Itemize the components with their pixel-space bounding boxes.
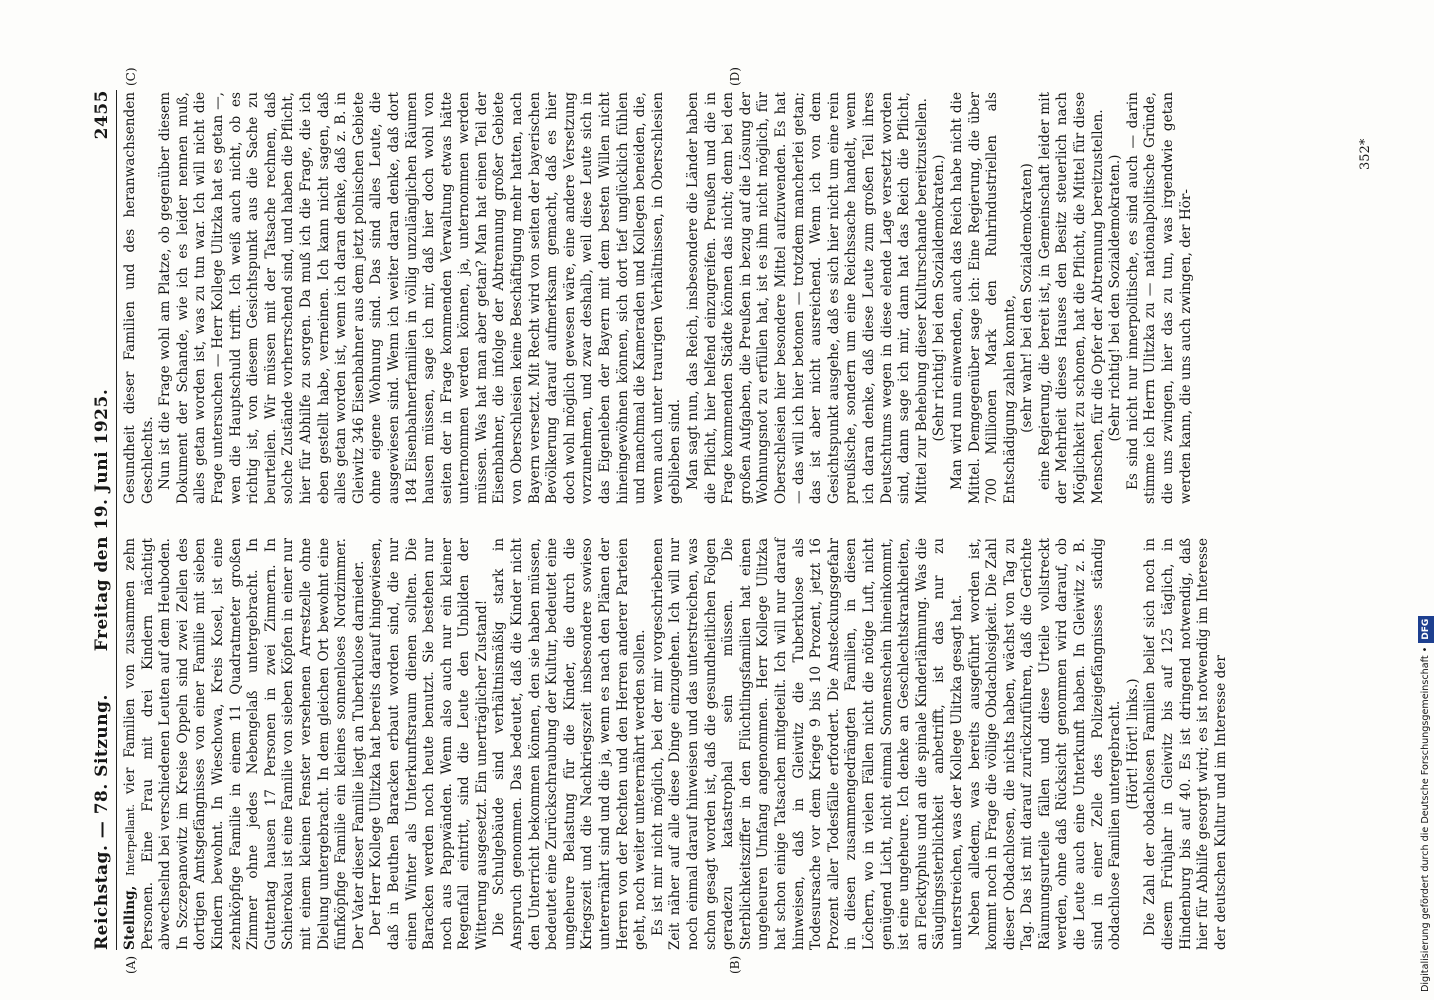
col2-para-6: Es sind nicht nur innerpolitische, es sind auch — darin stimme ich Herrn Ulitzka zu — nationalpolitische Gründe, die uns zwingen, hier das zu tun, was irgendwie getan werden kann, die uns auch zwingen, der Hör- [1124, 92, 1194, 504]
margin-mark-a: (A) [124, 955, 138, 974]
header-date: Freitag den 19. Juni 1925. [92, 388, 112, 652]
col1-para-3: Die Schulgebäude sind verhältnismäßig stark in Anspruch genommen. Das bedeutet, daß die Kinder nicht den Unterricht bekommen können, den sie haben müssen, bedeutet eine Zurückschraubung der Kultur, bedeutet eine ungeheure Belastung für die Kinder, die durch die Kriegszeit und die Nachkriegszeit insbesondere sowieso unterernährt sind und die ja, wenn es nach den Plänen der Herren von der Rechten und den Herren anderer Parteien geht, noch weiter unterernährt werden sollen. [491, 538, 649, 950]
column-right [122, 92, 1195, 504]
speaker-role: Interpellant. [123, 803, 137, 876]
col1-para-5: Neben alledem, was bereits ausgeführt worden ist, kommt noch in Frage die völlige Obdachlosigkeit. Die Zahl dieser Obdachlosen, die nichts haben, wächst von Tag zu Tag. Das ist mit darauf zurückzuführen, daß die Gerichte Räumungsurteile fällen und diese Urteile vollstreckt werden, ohne daß Rücksicht genommen wird darauf, ob die Leute auch eine Unterkunft haben. In Gleiwitz z. B. sind in einer Zelle des Polizeigefängnisses ständig obdachlose Familien untergebracht. [966, 538, 1124, 950]
col2-para-2: Nun ist die Frage wohl am Platze, ob gegenüber diesem Dokument der Schande, wie ich es leider nennen muß, alles getan worden ist, was zu tun war. Ich will nicht die Frage untersuchen — Herr Kollege Ulitzka hat es getan —, wen die Hauptschuld trifft. Ich weiß auch nicht, ob es richtig ist, von diesem Gesichtspunkt aus die Sache zu beurteilen. Wir müssen mit der Tatsache rechnen, daß solche Zustände vorherrschend sind, und haben die Pflicht, hier für Abhilfe zu sorgen. Da muß ich die Frage, die ich eben gestellt habe, verneinen. Ich kann nicht sagen, daß alles getan worden ist, wenn ich daran denke, daß z. B. in Gleiwitz 346 Eisenbahner aus dem jetzt polnischen Gebiete ohne eigene Wohnung sind. Das sind alles Leute, die ausgewiesen sind. Wenn ich weiter daran denke, daß dort 184 Eisenbahnerfamilien in völlig unzulänglichen Räumen hausen müssen, sage ich mir, daß hier doch wohl von seiten der in Frage kommenden Verwaltung etwas hätte unternommen werden können, ja, unternommen werden müssen. Was hat man aber getan? Man hat einen Teil der Eisenbahner, die infolge der Abtrennung großer Gebiete von Oberschlesien keine Beschäftigung mehr hatten, nach Bayern versetzt. Mit Recht wird von seiten der bayerischen Bevölkerung darauf aufmerksam gemacht, daß es hier doch wohl möglich gewesen wäre, eine andere Versetzung vorzunehmen, und zwar deshalb, weil diese Leute sich in das Eigenleben der Bayern mit dem besten Willen nicht hineingewöhnen können, sich dort tief unglücklich fühlen und manchmal die Kameraden und Kollegen beneiden, die, wenn auch unter traurigen Verhältnissen, in Oberschlesien geblieben sind. [157, 92, 684, 504]
col2-para-1: Gesundheit dieser Familien und des heranwachsenden Geschlechts. [122, 92, 156, 504]
col1-para-6: Die Zahl der obdachlosen Familien belief sich noch in diesem Frühjahr in Gleiwitz bis auf 125 täglich, in Hindenburg bis auf 40. Es ist dringend notwendig, daß hier für Abhilfe gesorgt wird; es ist notwendig im Interesse der deutschen Kultur und im Interesse der [1142, 538, 1229, 950]
margin-mark-b: (B) [728, 955, 742, 974]
col2-interjection-3: (Sehr richtig! bei den Sozialdemokraten.) [1107, 154, 1124, 442]
speaker-name: Stelling, [122, 885, 138, 950]
column-left [122, 538, 1230, 950]
dfg-logo: DFG [1418, 616, 1434, 643]
page-number: 2455 [92, 90, 112, 140]
dfg-sidebar [1418, 12, 1434, 992]
col2-para-4: Man wird nun einwenden, auch das Reich habe nicht die Mittel. Demgegenüber sage ich: Eine Regierung, die über 700 Millionen Mark den Ruhrindustriellen als Entschädigung zahlen konnte, [948, 92, 1018, 504]
signature-mark: 352* [1358, 138, 1373, 170]
col1-para-4: Es ist mir nicht möglich, bei der mir vorgeschriebenen Zeit näher auf alle diese Dinge einzugehen. Ich will nur noch einmal darauf hinweisen und das unterstreichen, was schon gesagt worden ist, daß die gesundheitlichen Folgen geradezu katastrophal sein müssen. Die Sterblichkeitsziffer in den Flüchtlingsfamilien hat einen ungeheuren Umfang angenommen. Herr Kollege Ulitzka hat schon einige Tatsachen mitgeteilt. Ich will nur darauf hinweisen, daß in Gleiwitz die Tuberkulose als Todesursache vor dem Kriege 9 bis 10 Prozent, jetzt 16 Prozent aller Todesfälle erfordert. Die Ansteckungsgefahr in diesen zusammengedrängten Familien, in diesen Löchern, wo in vielen Fällen nicht die nötige Luft, nicht genügend Licht, nicht einmal Sonnenschein hineinkommt, ist eine ungeheure. Ich denke an Geschlechtskrankheiten, an Flecktyphus und an die spinale Kinderlähmung. Was die Säuglingssterblichkeit anbetrifft, ist das nur zu unterstreichen, was der Kollege Ulitzka gesagt hat. [649, 538, 965, 950]
col1-para-1-text: vier Familien von zusammen zehn Personen. Eine Frau mit drei Kindern nächtigt abwechselnd bei verschiedenen Leuten auf dem Heuboden. In Szczepanowitz im Kreise Oppeln sind zwei Zellen des dortigen Amtsgefängnisses von einer Familie mit sieben Kindern bewohnt. In Wieschowa, Kreis Kosel, ist eine zehnköpfige Familie in einem 11 Quadratmeter großen Zimmer ohne jedes Nebengelaß untergebracht. In Guttentag hausen 17 Personen in zwei Zimmern. In Schierokau ist eine Familie von sieben Köpfen in einer nur mit einem kleinen Fenster versehenen Arrestzelle ohne Dielung untergebracht. In dem gleichen Ort bewohnt eine fünfköpfige Familie ein kleines sonnenloses Nordzimmer. Der Vater dieser Familie liegt an Tuberkulose darnieder. [122, 538, 367, 950]
col1-para-2: Der Herr Kollege Ulitzka hat bereits darauf hingewiesen, daß in Beuthen Baracken erbaut worden sind, die nur einen Winter als Unterkunftsraum dienen sollten. Die Baracken werden noch heute benutzt. Sie bestehen nur noch aus Pappwänden. Wenn also auch nur ein kleiner Regenfall eintritt, sind die Leute den Unbilden der Witterung ausgesetzt. Ein unerträglicher Zustand! [368, 538, 490, 950]
col2-interjection-2: (sehr wahr! bei den Sozialdemokraten) [1019, 163, 1036, 433]
page-header [88, 90, 117, 950]
dfg-credit [1418, 12, 1434, 992]
col2-interjection-1: (Sehr richtig! bei den Sozialdemokraten.) [931, 154, 948, 442]
col1-interjection-1: (Hört! Hört! links.) [1124, 678, 1141, 810]
col2-para-3: Man sagt nun, das Reich, insbesondere die Länder haben die Pflicht, hier helfend einzugreifen. Preußen und die in Frage kommenden Städte können das nicht; denn bei den großen Aufgaben, die Preußen in bezug auf die Lösung der Wohnungsnot zu erfüllen hat, ist es ihm nicht möglich, für Oberschlesien hier besondere Mittel aufzuwenden. Es hat — das will ich hier betonen — trotzdem mancherlei getan; das ist aber nicht ausreichend. Wenn ich von dem Gesichtspunkt ausgehe, daß es sich hier nicht um eine rein preußische, sondern um eine Reichssache handelt, wenn ich daran denke, daß diese Leute zum großen Teil ihres Deutschtums wegen in diese elende Lage versetzt worden sind, dann sage ich mir, dann hat das Reich die Pflicht, Mittel zur Behebung dieser Kulturschande bereitzustellen. [685, 92, 930, 504]
margin-mark-d: (D) [728, 67, 742, 86]
header-left: Reichstag. — 78. Sitzung. [92, 694, 112, 950]
rotated-page-content [88, 67, 1398, 974]
col1-para-1 [122, 538, 368, 950]
dfg-credit-text: Digitalisierung gefördert durch die Deutsche Forschungsgemeinschaft • [1420, 646, 1431, 992]
col2-para-5: eine Regierung, die bereit ist, in Gemeinschaft leider mit der Mehrheit dieses Hauses den Besitz steuerlich nach Möglichkeit zu schonen, hat die Pflicht, die Mittel für diese Menschen, für die Opfer der Abtrennung bereitzustellen. [1036, 92, 1106, 504]
margin-mark-c: (C) [124, 67, 138, 86]
